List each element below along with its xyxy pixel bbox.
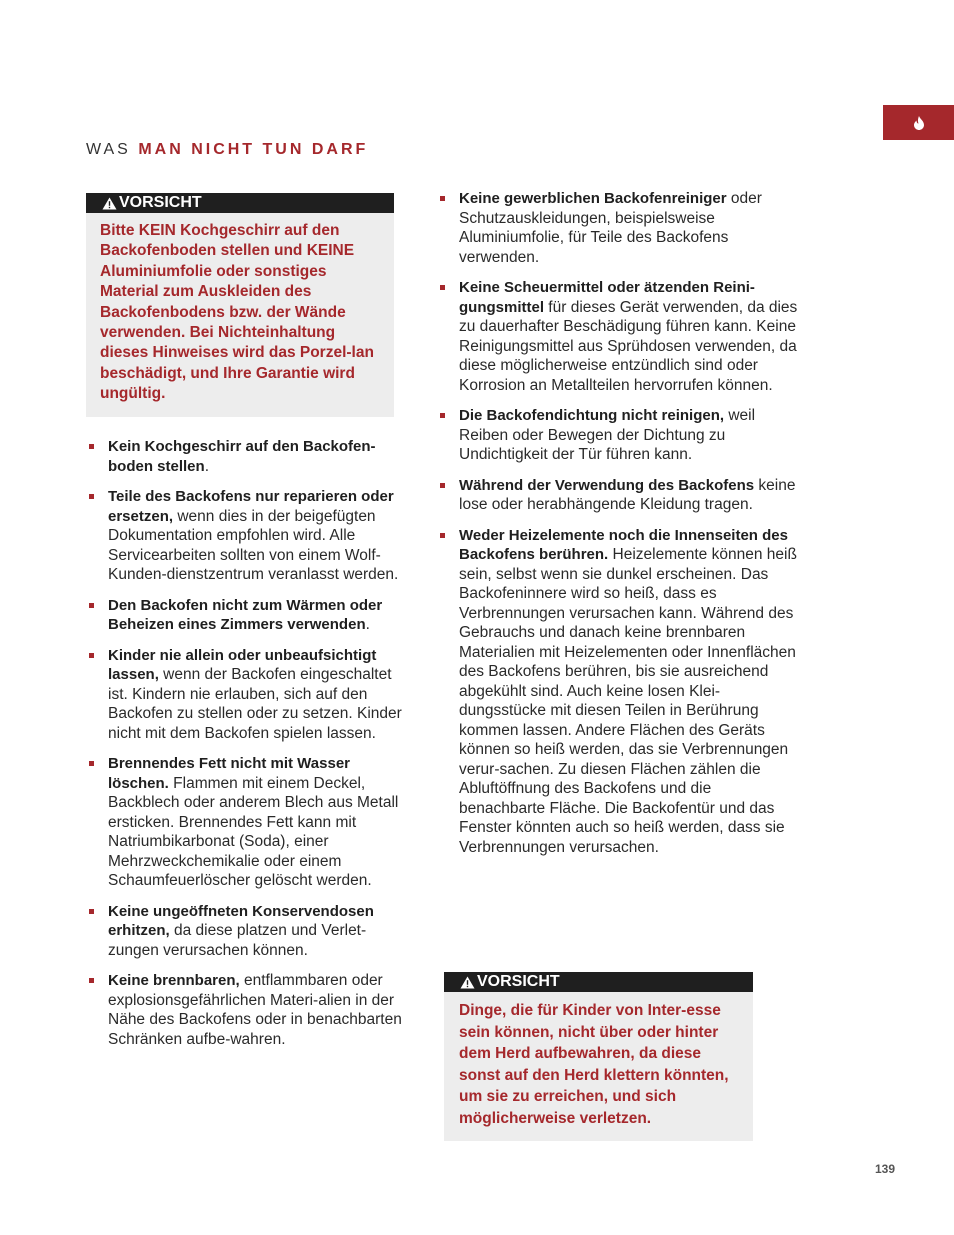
- bullet-icon: [440, 533, 445, 538]
- item-text: Heizelemente können heiß sein, selbst wenn sie dunkel erscheinen. Das Backofeninnere wird so heiß, dass es Verbrennungen verursachen kann. Während des Gebrauchs und danach keine brennbaren Materialien mit Heizelementen oder Innenflächen des Backofens berühren, bis sie ausreichend abgekühlt sind. Auch keine losen Klei-dungsstücke mit diesen Teilen in Berührung kommen lassen. Andere Flächen des Geräts können so heiß werden, das sie Verbrennungen verur-sachen. Zu diesen Flächen zählen die Abluftöffnung des Backofens und die benachbarte Fläche. Die Backofentür und das Fenster könnten auch so heiß werden, dass sie Verbrennungen verursachen.: [459, 546, 797, 856]
- bullet-icon: [89, 653, 94, 658]
- item-bold: Weder Heizelemente noch die Innenseiten des Backofens berühren.: [459, 526, 788, 563]
- list-item: [437, 476, 799, 515]
- bullet-icon: [89, 978, 94, 983]
- list-item: [86, 971, 408, 1049]
- caution-bar: [86, 193, 394, 213]
- item-text: für dieses Gerät verwenden, da dies zu dauerhafter Beschädigung führen kann. Keine Reinigungsmittel aus Sprühdosen verwenden, da diese möglicherweise entzündlich sind oder Korrosion an Metallteilen hervorrufen können.: [459, 298, 798, 394]
- item-bold: Die Backofendichtung nicht reinigen,: [459, 407, 725, 424]
- list-item: [86, 646, 408, 744]
- item-bold: Brennendes Fett nicht mit Wasser löschen.: [108, 755, 350, 792]
- warning-icon: [102, 197, 117, 210]
- right-instruction-list: [437, 189, 799, 868]
- caution-label: VORSICHT: [119, 194, 202, 211]
- item-text: entflammbaren oder explosionsgefährlichen Materi-alien in der Nähe des Backofens oder in benachbarten Schränken aufbe-wahren.: [108, 972, 402, 1048]
- list-item: [437, 526, 799, 858]
- item-text: .: [365, 616, 370, 633]
- bullet-icon: [440, 483, 445, 488]
- heading-title: MAN NICHT TUN DARF: [138, 141, 369, 158]
- list-item: [86, 596, 408, 635]
- item-bold: Keine brennbaren,: [108, 972, 240, 989]
- item-bold: Teile des Backofens nur reparieren oder ersetzen,: [108, 488, 394, 525]
- flame-icon: [913, 116, 925, 130]
- caution-text: Dinge, die für Kinder von Inter-esse sein können, nicht über oder hinter dem Herd aufbewahren, da diese sonst auf den Herd klettern könnten, um sie zu erreichen, und sich möglicherweise verletzen.: [459, 1002, 729, 1127]
- bullet-icon: [89, 909, 94, 914]
- bullet-icon: [440, 285, 445, 290]
- bullet-icon: [89, 603, 94, 608]
- bullet-icon: [440, 413, 445, 418]
- item-bold: Kinder nie allein oder unbeaufsichtigt lassen,: [108, 646, 377, 683]
- item-bold: Kein Kochgeschirr auf den Backofen-boden stellen: [108, 438, 376, 475]
- warning-icon: [460, 976, 475, 989]
- caution-label: VORSICHT: [477, 973, 560, 990]
- list-item: [437, 278, 799, 395]
- left-instruction-list: [86, 437, 408, 1060]
- bullet-icon: [440, 196, 445, 201]
- caution-box: [444, 972, 753, 1141]
- caution-bar: [444, 972, 753, 992]
- list-item: [437, 406, 799, 465]
- item-text: wenn dies in der beigefügten Dokumentation empfohlen wird. Alle Servicearbeiten sollten von einem Wolf-Kunden-dienstzentrum veranlasst werden.: [108, 507, 399, 583]
- item-bold: Während der Verwendung des Backofens: [459, 476, 755, 494]
- item-text: weil Reiben oder Bewegen der Dichtung zu Undichtigkeit der Tür führen kann.: [459, 407, 756, 463]
- bullet-icon: [89, 761, 94, 766]
- list-item: [86, 487, 408, 585]
- item-bold: Keine gewerblichen Backofenreiniger: [459, 190, 727, 207]
- caution-text: Bitte KEIN Kochgeschirr auf den Backofenboden stellen und KEINE Aluminiumfolie oder sonstiges Material zum Auskleiden des Backofenbodens bzw. der Wände verwenden. Bei Nichteinhaltung dieses Hinweises wird das Porzel-lan beschädigt, und Ihre Garantie wird ungültig.: [100, 222, 374, 403]
- item-text: oder Schutzauskleidungen, beispielsweise Aluminiumfolie, für Teile des Backofens verwenden.: [459, 190, 762, 266]
- item-text: keine lose oder herabhängende Kleidung tragen.: [459, 476, 796, 513]
- list-item: [86, 902, 408, 961]
- page-number: 139: [875, 1162, 896, 1176]
- item-bold: Den Backofen nicht zum Wärmen oder Beheizen eines Zimmers verwenden: [108, 596, 383, 633]
- bullet-icon: [89, 444, 94, 449]
- list-item: [86, 437, 408, 476]
- item-text: wenn der Backofen eingeschaltet ist. Kindern nie erlauben, sich auf den Backofen zu stellen oder zu setzen. Kinder nicht mit dem Backofen spielen lassen.: [108, 666, 402, 742]
- item-bold: Keine ungeöffneten Konservendosen erhitzen,: [108, 902, 374, 939]
- item-bold: Keine Scheuermittel oder ätzenden Reini-gungsmittel: [459, 279, 755, 316]
- caution-box: [86, 193, 394, 417]
- item-text: .: [204, 457, 209, 475]
- section-tab: [883, 105, 954, 140]
- page-heading: [86, 141, 368, 159]
- list-item: [86, 754, 408, 891]
- list-item: [437, 189, 799, 267]
- bullet-icon: [89, 494, 94, 499]
- heading-prefix: WAS: [86, 141, 131, 158]
- item-text: da diese platzen und Verlet-zungen verursachen können.: [108, 922, 367, 959]
- item-text: Flammen mit einem Deckel, Backblech oder anderem Blech aus Metall ersticken. Brennendes Fett kann mit Natriumbikarbonat (Soda), einer Mehrzweckchemikalie oder einem Schaumfeuerlöscher gelöscht werden.: [108, 774, 399, 889]
